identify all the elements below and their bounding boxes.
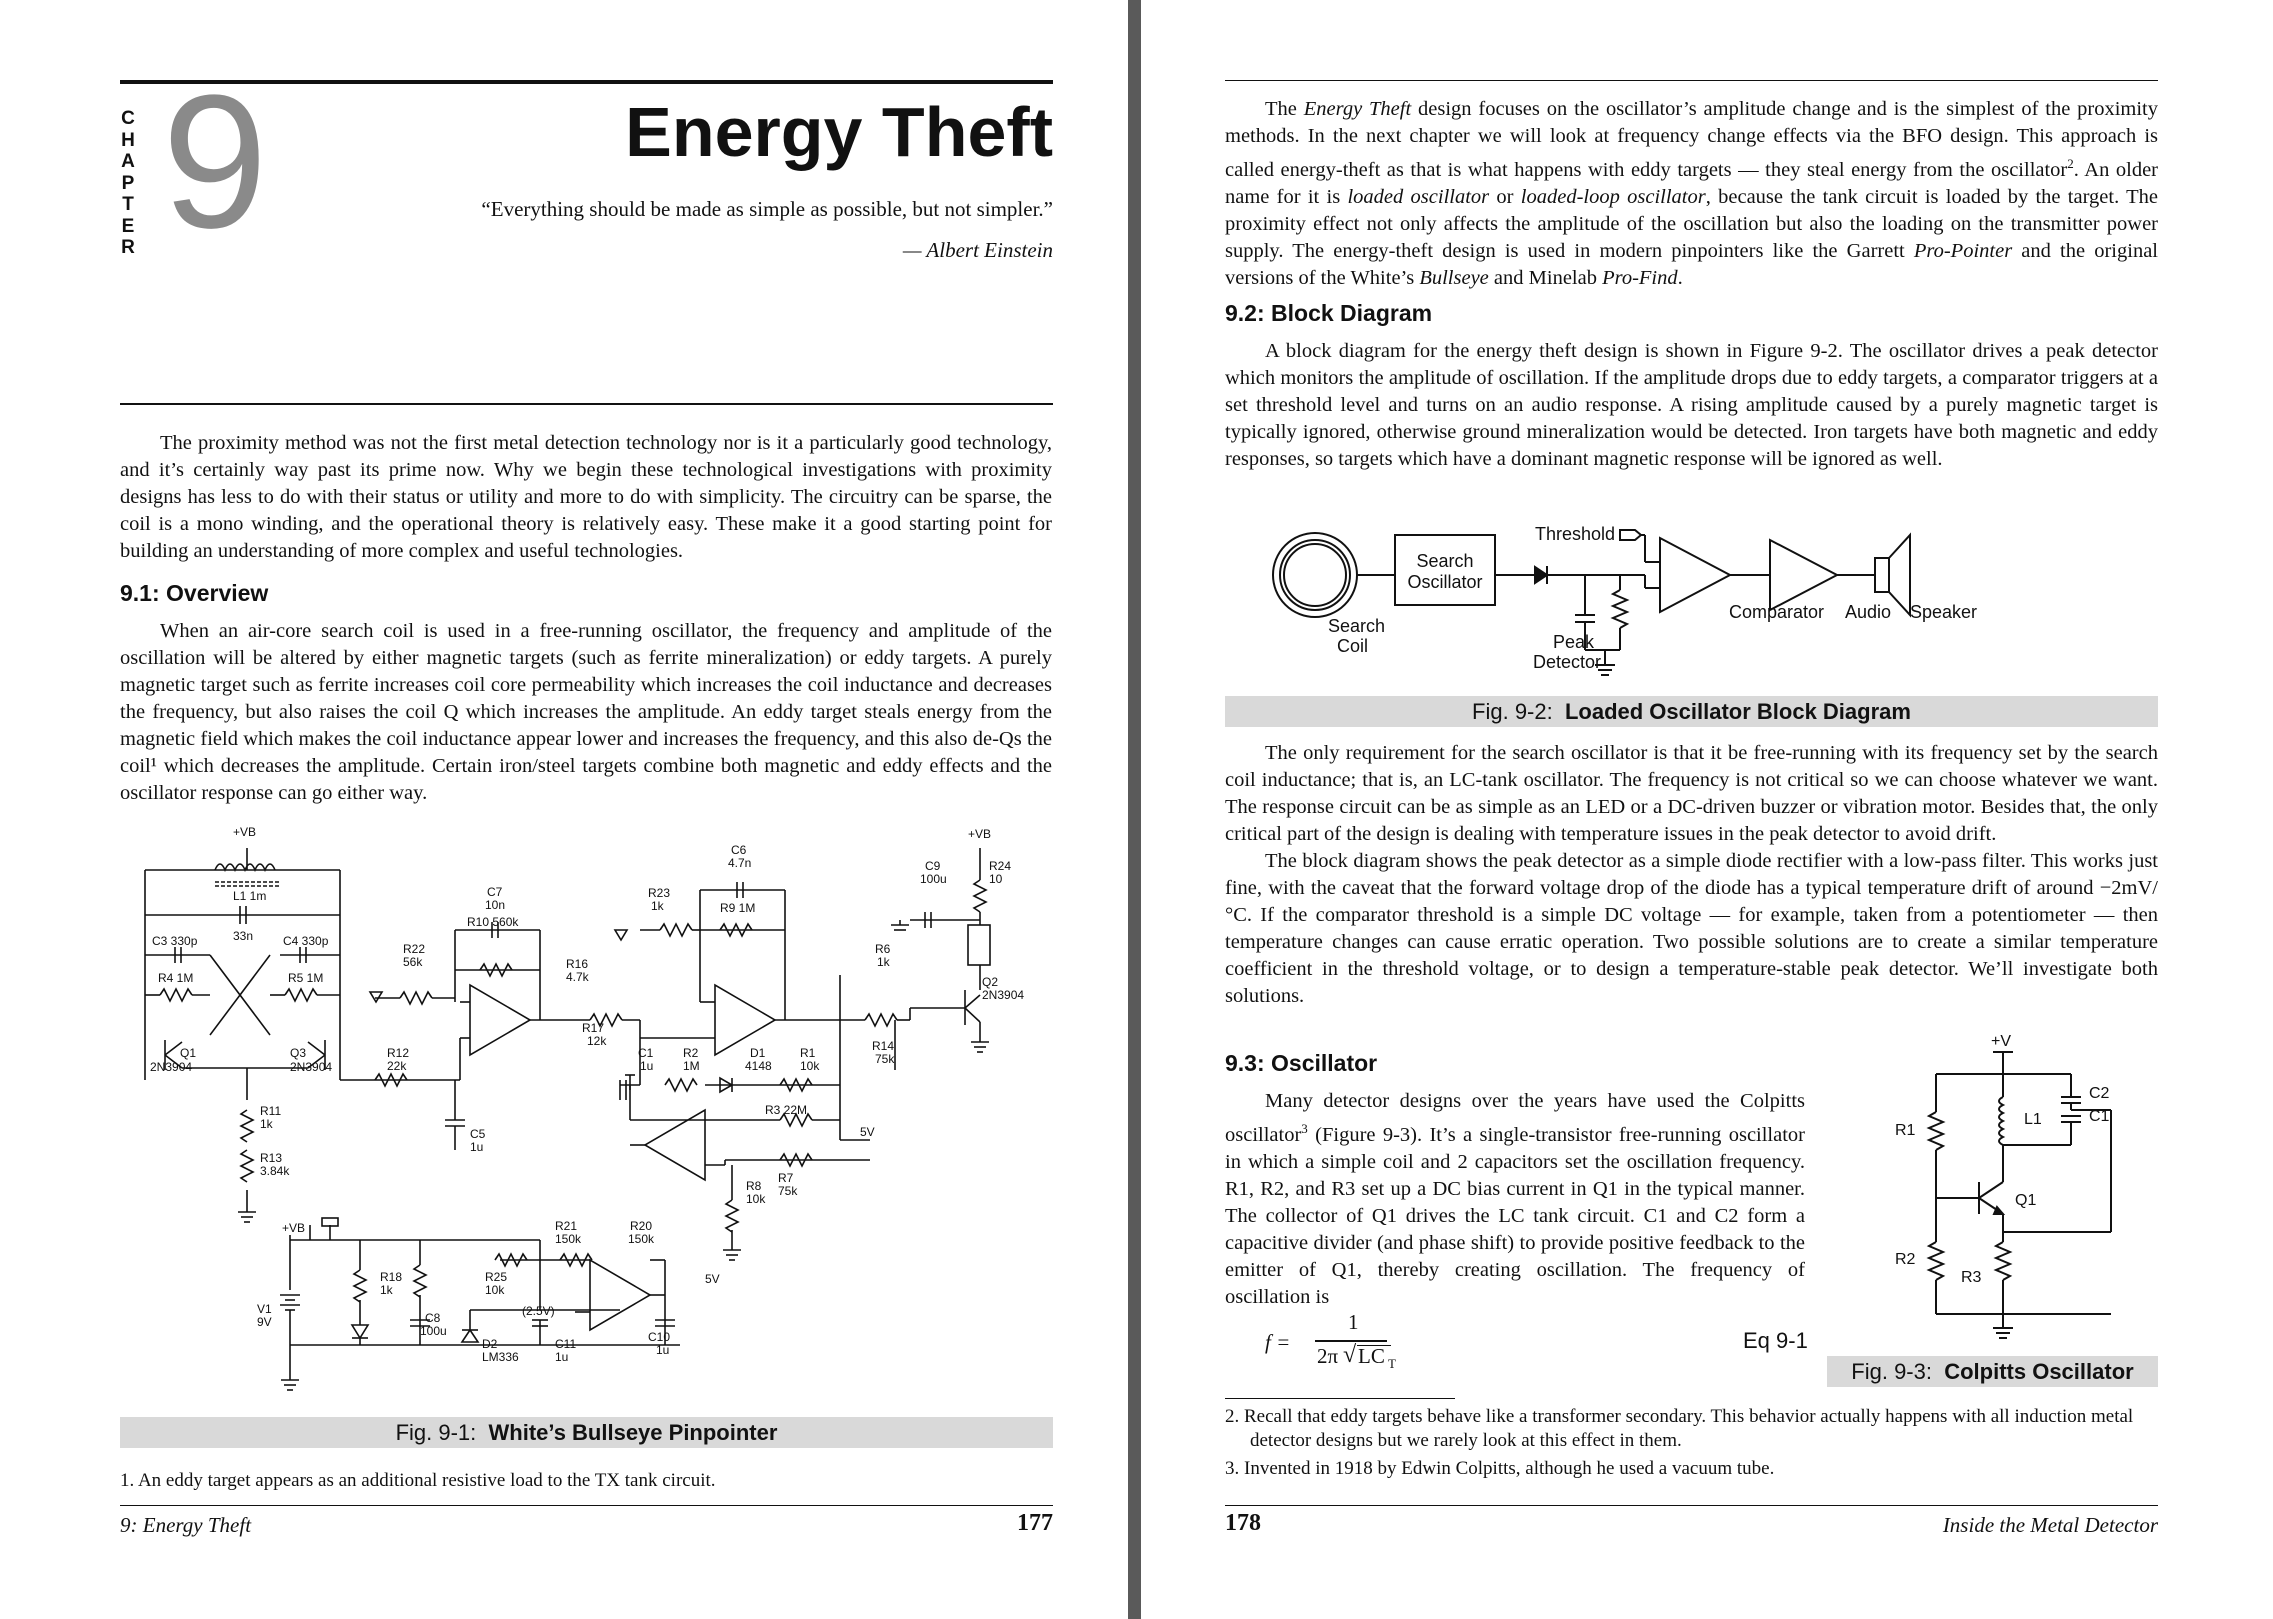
sch-label: C6 xyxy=(731,843,747,857)
equation-subscript: T xyxy=(1388,1356,1396,1371)
sch-label: R1 xyxy=(800,1046,816,1060)
block-shows-paragraph: The block diagram shows the peak detector as a simple diode rectifier with a low-pass filter. This works just fine, with the caveat that the forward voltage drop of the diode has a typical temperature drift of around −2mV/°C. If the comparator threshold is a simple DC voltage — for example, taken from a potentiometer — then temperature changes can cause erratic operation. Two possible solutions are to create a similar temperature coefficient in the threshold voltage, or to design a temperature-stable peak detector. We’ll investigate both solutions. xyxy=(1225,850,2158,1007)
sch-label: R18 xyxy=(380,1270,403,1284)
sch-label: 56k xyxy=(403,955,423,969)
sch-label: +VB xyxy=(282,1221,306,1235)
overview-paragraph: When an air-core search coil is used in a free-running oscillator, the frequency and amplitude of the oscillation will be altered by either magnetic targets (such as ferrite mineralization) or eddy targets. A purely magnetic target such as ferrite increases coil core permeability which increases the coil inductance and decreases the frequency, but also raises the coil Q which increases the amplitude. An eddy target steals energy from the magnetic field which makes the coil inductance appear lower and increases the frequency, and this also de-Qs the coil¹ which decreases the amplitude. Certain iron/steel targets combine both magnetic and eddy effects and the oscillator response can go either way. xyxy=(120,620,1052,804)
sch-label: C3 330p xyxy=(152,934,198,948)
sch-label: 4.7n xyxy=(728,856,752,870)
sch-label: 10n xyxy=(485,898,506,912)
figure-caption-prefix: Fig. 9-2: xyxy=(1472,699,1553,724)
sch-label: R24 xyxy=(989,859,1012,873)
book-gutter xyxy=(1128,0,1141,1619)
sch-label: C8 xyxy=(425,1311,441,1325)
sch-label: Q3 xyxy=(290,1046,307,1060)
sch-label: (2.5V) xyxy=(522,1304,555,1318)
sch-label: +VB xyxy=(233,825,257,839)
figure-9-1-caption xyxy=(120,1417,1053,1448)
footnote-separator xyxy=(1225,1398,1455,1399)
sch-label: R14 xyxy=(872,1039,895,1053)
sch-label: 75k xyxy=(778,1184,798,1198)
sch-label: 10k xyxy=(485,1283,505,1297)
equation-9-1 xyxy=(1265,1310,1765,1378)
sch-label: C5 xyxy=(470,1127,486,1141)
colpitts-label: R1 xyxy=(1895,1122,1916,1139)
chapter-letter: P xyxy=(121,172,135,194)
sch-label: L1 1m xyxy=(233,889,267,903)
sch-label: 1k xyxy=(651,899,664,913)
sch-label: 4148 xyxy=(745,1059,772,1073)
epigraph-quote: “Everything should be made as simple as possible, but not simpler.” xyxy=(481,197,1053,221)
chapter-title: Energy Theft xyxy=(625,93,1053,171)
sch-label: D2 xyxy=(482,1337,498,1351)
chapter-bottom-rule xyxy=(120,403,1053,405)
sch-label: 1u xyxy=(640,1059,654,1073)
overview-text-block xyxy=(120,618,1052,807)
chapter-number: 9 xyxy=(162,56,264,268)
figure-9-2-caption xyxy=(1225,696,2158,727)
sch-label: R9 1M xyxy=(720,901,756,915)
right-page xyxy=(1141,0,2273,1619)
sch-label: 150k xyxy=(555,1232,582,1246)
bd-label: Search xyxy=(1416,551,1474,571)
colpitts-label: Q1 xyxy=(2015,1192,2037,1209)
footer-rule-right xyxy=(1225,1505,2158,1506)
footnote-1: 1. An eddy target appears as an additional resistive load to the TX tank circuit. xyxy=(120,1470,716,1491)
sch-label: 9V xyxy=(257,1315,272,1329)
sqrt-icon: √ xyxy=(1343,1342,1357,1368)
sch-label: LM336 xyxy=(482,1350,519,1364)
sch-label: R16 xyxy=(566,957,589,971)
sch-label: 10 xyxy=(989,872,1003,886)
bd-label: Threshold xyxy=(1535,524,1616,544)
colpitts-label: C1 xyxy=(2089,1108,2110,1125)
equation-denominator-prefix: 2π xyxy=(1317,1344,1339,1368)
sch-label: C4 330p xyxy=(283,934,329,948)
block-text-block xyxy=(1225,338,2158,473)
sch-label: 1k xyxy=(260,1117,273,1131)
chapter-vertical-label xyxy=(118,108,138,259)
colpitts-label: C2 xyxy=(2089,1085,2110,1102)
sch-label: 1u xyxy=(470,1140,484,1154)
intro-paragraph: The proximity method was not the first metal detection technology nor is it a particularly good technology, and it’s certainly way past its prime now. Why we begin these technological investigations with proximity designs has less to do with their status or utility and more to do with simplicity. The circuitry can be sparse, the coil is a mono winding, and the operational theory is relatively easy. These make it a good starting point for building an understanding of more complex and useful technologies. xyxy=(120,432,1052,562)
section-heading-block-diagram: 9.2: Block Diagram xyxy=(1225,300,1433,326)
colpitts-label: L1 xyxy=(2024,1111,2042,1128)
sch-label: R17 xyxy=(582,1021,605,1035)
sch-label: 10k xyxy=(800,1059,820,1073)
colpitts-label: R3 xyxy=(1961,1269,1982,1286)
sch-label: 1u xyxy=(656,1343,670,1357)
sch-label: C10 xyxy=(648,1330,671,1344)
running-footer-left: 9: Energy Theft xyxy=(120,1513,252,1537)
epigraph-author: — Albert Einstein xyxy=(902,238,1053,262)
sch-label: R21 xyxy=(555,1219,578,1233)
bd-label: Detector xyxy=(1533,652,1602,672)
figure-caption-prefix: Fig. 9-1: xyxy=(395,1420,477,1445)
sch-label: R2 xyxy=(683,1046,699,1060)
oscillator-text-block xyxy=(1225,740,2158,1010)
sch-label: 1k xyxy=(877,955,890,969)
bullseye-schematic xyxy=(120,820,1055,1420)
sch-label: V1 xyxy=(257,1302,272,1316)
sch-label: R5 1M xyxy=(288,971,324,985)
chapter-letter: R xyxy=(121,237,135,258)
equation-label: Eq 9-1 xyxy=(1743,1328,1808,1353)
sch-label: 150k xyxy=(628,1232,655,1246)
equation-lhs: f = xyxy=(1265,1330,1291,1354)
figure-caption-prefix: Fig. 9-3: xyxy=(1851,1359,1932,1384)
colpitts-schematic xyxy=(1881,1032,2161,1352)
header-rule-right xyxy=(1225,80,2158,81)
equation-numerator: 1 xyxy=(1348,1310,1359,1334)
sch-label: 1k xyxy=(380,1283,393,1297)
sch-label: C9 xyxy=(925,859,941,873)
sch-label: C1 xyxy=(638,1046,654,1060)
sch-label: 2N3904 xyxy=(150,1060,193,1074)
sch-label: R13 xyxy=(260,1151,283,1165)
section-heading-oscillator: 9.3: Oscillator xyxy=(1225,1050,1378,1076)
page-number-right: 178 xyxy=(1225,1510,1261,1536)
sch-label: R8 xyxy=(746,1179,762,1193)
colpitts-label: +V xyxy=(1991,1033,2012,1050)
section-heading-overview: 9.1: Overview xyxy=(120,580,269,606)
chapter-letter: T xyxy=(122,194,134,215)
sch-label: 4.7k xyxy=(566,970,589,984)
bd-label: Comparator xyxy=(1729,602,1825,622)
sch-label: R6 xyxy=(875,942,891,956)
colpitts-label: R2 xyxy=(1895,1251,1916,1268)
sch-label: 75k xyxy=(875,1052,895,1066)
sch-label: 100u xyxy=(920,872,947,886)
chapter-letter: C xyxy=(121,108,135,129)
sch-label: R11 xyxy=(260,1104,282,1118)
sch-label: Q1 xyxy=(180,1046,197,1060)
sch-label: R25 xyxy=(485,1270,508,1284)
sch-label: 100u xyxy=(420,1324,447,1338)
only-requirement-paragraph: The only requirement for the search oscillator is that it be free-running with its frequency set by the search coil inductance; that is, an LC-tank oscillator. The frequency is not critical so we can choose whatever we want. The response circuit can be as simple as an LED or a DC-driven buzzer or vibration motor. Besides that, the only critical part of the design is dealing with temperature issues in the peak detector to avoid drift. xyxy=(1225,742,2158,845)
sch-label: 5V xyxy=(705,1272,720,1286)
footnote-3: 3. Invented in 1918 by Edwin Colpitts, although he used a vacuum tube. xyxy=(1225,1458,1775,1479)
running-footer-right: Inside the Metal Detector xyxy=(1942,1513,2158,1537)
sch-label: 10k xyxy=(746,1192,766,1206)
figure-9-3-caption xyxy=(1827,1356,2158,1387)
bd-label: Oscillator xyxy=(1407,572,1483,592)
sch-label: R12 xyxy=(387,1046,410,1060)
opamp-3 xyxy=(620,1055,870,1260)
sch-label: R7 xyxy=(778,1171,794,1185)
equation-radicand: LC xyxy=(1358,1344,1385,1368)
sch-label: R20 xyxy=(630,1219,653,1233)
sch-label: R10 560k xyxy=(467,915,519,929)
right-intro-paragraph: The Energy Theft design focuses on the oscillator’s amplitude change and is the simplest of the proximity methods. In the next chapter we will look at frequency change effects via the BFO design. This approach is called energy-theft as that is what happens with eddy targets — they steal energy from the oscillator$^2$. An older name for it is loaded oscillator or loaded-loop oscillator, because the tank circuit is loaded by the target. The proximity effect not only affects the amplitude of the oscillation but also the loading on the transmitter power supply. The energy-theft design is used in modern pinpointers like the Garrett Pro-Pointer and the original versions of the White’s Bullseye and Minelab Pro-Find. xyxy=(1225,98,2159,289)
colpitts-text-block xyxy=(1225,1088,1805,1311)
sch-label: 2N3904 xyxy=(290,1060,333,1074)
sch-label: 1M xyxy=(683,1059,700,1073)
sch-label: 2N3904 xyxy=(982,988,1025,1002)
sch-label: R23 xyxy=(648,886,671,900)
sch-label: R4 1M xyxy=(158,971,194,985)
footer-rule-left xyxy=(120,1505,1053,1506)
bd-label: Coil xyxy=(1337,636,1369,656)
power-section xyxy=(280,1218,680,1390)
sch-label: C7 xyxy=(487,885,503,899)
left-page xyxy=(0,0,1128,1619)
sch-label: 12k xyxy=(587,1034,607,1048)
sch-label: R22 xyxy=(403,942,426,956)
sch-label: D1 xyxy=(750,1046,766,1060)
bd-label: Audio xyxy=(1845,602,1892,622)
sch-label: 22k xyxy=(387,1059,407,1073)
sch-label: 1u xyxy=(555,1350,569,1364)
chapter-letter: H xyxy=(121,129,135,151)
figure-caption-title: Loaded Oscillator Block Diagram xyxy=(1564,699,1911,724)
sch-label: R3 22M xyxy=(765,1103,808,1117)
figure-caption-title: White’s Bullseye Pinpointer xyxy=(488,1420,778,1445)
chapter-letter: A xyxy=(121,151,135,172)
sch-label: 3.84k xyxy=(260,1164,290,1178)
bd-label: Peak xyxy=(1553,632,1595,652)
bd-label: Search xyxy=(1328,616,1386,636)
bd-label: Speaker xyxy=(1910,602,1978,622)
chapter-letter: E xyxy=(121,215,135,237)
block-diagram xyxy=(1225,510,2158,690)
sch-label: +VB xyxy=(968,827,992,841)
figure-caption-title: Colpitts Oscillator xyxy=(1944,1359,2134,1384)
block-paragraph: A block diagram for the energy theft design is shown in Figure 9-2. The oscillator drives a peak detector which monitors the amplitude of oscillation. If the amplitude drops due to eddy targets, a comparator triggers at a set threshold level and turns on an audio response. A rising amplitude caused by a purely magnetic target is typically ignored, otherwise ground mineralization would be detected. Iron targets have both magnetic and eddy responses, so targets which have a dominant magnetic response will be ignored as well. xyxy=(1225,340,2158,470)
sch-label: 5V xyxy=(860,1125,875,1139)
colpitts-paragraph: Many detector designs over the years have used the Colpitts oscillator$^3$ (Figure 9-3). It’s a single-transistor free-running oscillator in which a simple coil and 2 capacitors set the oscillation frequency. R1, R2, and R3 set up a DC bias current in Q1 in the typical manner. The collector of Q1 drives the LC tank circuit. C1 and C2 form a capacitive divider (and phase shift) to provide positive feedback to the emitter of Q1, thereby creating oscillation. The frequency of oscillation is xyxy=(1225,1090,1805,1308)
footnote-2: 2. Recall that eddy targets behave like a transformer secondary. This behavior actually happens with all induction metal detector designs but we rarely look at this effect in them. xyxy=(1225,1406,2134,1451)
page-number-left: 177 xyxy=(1017,1510,1053,1536)
sch-label: C11 xyxy=(555,1337,577,1351)
sch-label: 33n xyxy=(233,929,254,943)
oscillator-section xyxy=(145,848,340,1222)
opamp-2 xyxy=(615,882,910,1140)
intro-text-block xyxy=(120,430,1052,565)
right-intro-block xyxy=(1225,96,2158,292)
sch-label: Q2 xyxy=(982,975,999,989)
